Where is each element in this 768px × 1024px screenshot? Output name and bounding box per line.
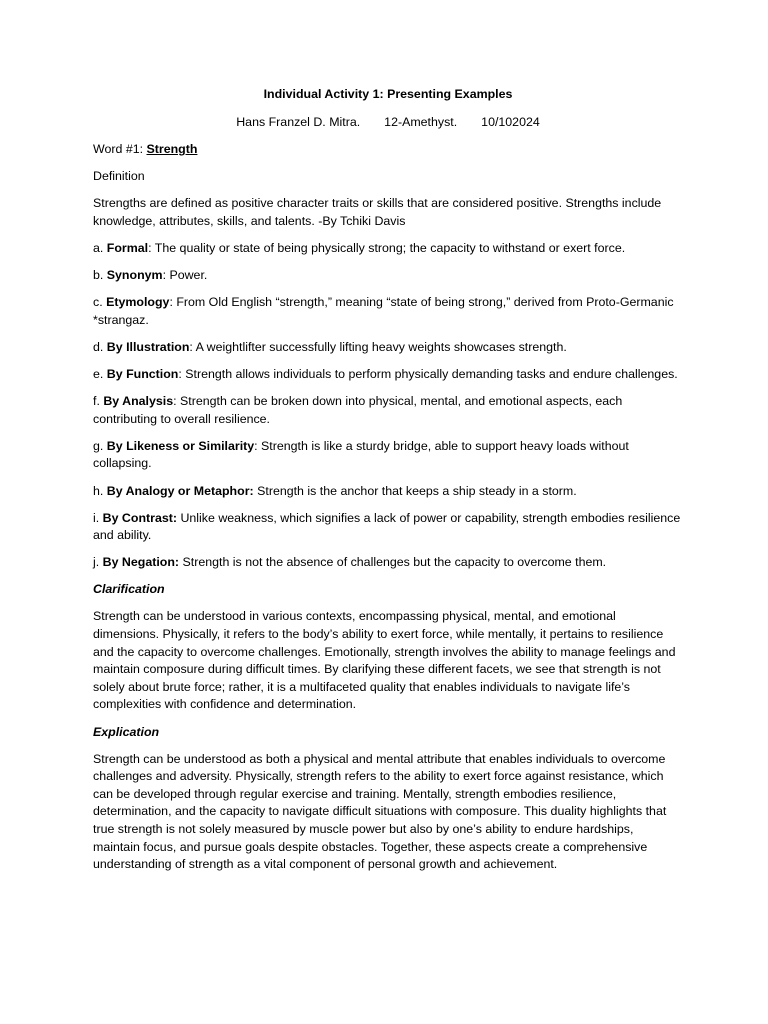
item-separator: :	[189, 339, 196, 354]
item-term: By Negation:	[102, 555, 180, 570]
item-term: Etymology	[106, 295, 170, 310]
item-separator: :	[148, 241, 155, 256]
item-separator: :	[162, 268, 170, 283]
word-value: Strength	[146, 142, 198, 157]
item-separator: :	[254, 438, 262, 453]
item-text: Strength can be broken down into physical, mental, and emotional aspects, each contributing to overall resilience.	[93, 394, 623, 426]
item-term: By Illustration	[106, 339, 190, 354]
item-text: A weightlifter successfully lifting heavy weights showcases strength.	[195, 339, 567, 354]
item-letter: d.	[93, 339, 107, 354]
list-item	[93, 483, 683, 501]
class-section: 12-Amethyst.	[384, 114, 458, 129]
item-term: By Contrast:	[102, 510, 177, 525]
item-term: By Function	[106, 367, 179, 382]
document-title: Individual Activity 1: Presenting Examples	[263, 87, 513, 101]
list-item	[93, 339, 683, 357]
item-separator: :	[178, 367, 186, 382]
word-line	[93, 141, 683, 159]
list-item	[93, 267, 683, 285]
item-text: Strength is not the absence of challenges but the capacity to overcome them.	[182, 555, 607, 570]
definition-text: Strengths are defined as positive character traits or skills that are considered positive. Strengths include knowledge, attributes, skills, and talents. -By Tchiki Davis	[93, 196, 662, 228]
item-letter: b.	[93, 268, 107, 283]
item-term: Formal	[106, 241, 149, 256]
item-letter: i.	[93, 510, 103, 525]
item-letter: f.	[93, 394, 104, 409]
clarification-heading: Clarification	[93, 582, 165, 597]
word-prefix: Word #1:	[93, 142, 147, 157]
item-text: Strength is the anchor that keeps a ship steady in a storm.	[257, 483, 577, 498]
explication-heading: Explication	[93, 724, 160, 739]
item-text: From Old English “strength,” meaning “state of being strong,” derived from Proto-Germanic *strangaz.	[93, 295, 674, 327]
item-separator: :	[169, 295, 177, 310]
item-text: Strength allows individuals to perform physically demanding tasks and endure challenges.	[185, 367, 678, 382]
item-term: By Analogy or Metaphor:	[106, 483, 254, 498]
item-term: Synonym	[106, 268, 163, 283]
explication-text: Strength can be understood as both a physical and mental attribute that enables individuals to overcome challenges and adversity. Physically, strength refers to the ability to exert force against resistance, which can be developed through regular exercise and training. Mentally, strength embodies resilience, determination, and the capacity to navigate difficult situations with composure. This duality highlights that true strength is not solely measured by muscle power but also by one’s ability to endure hardships, maintain focus, and pursue goals despite obstacles. Together, these aspects create a comprehensive understanding of strength as a vital component of personal growth and achievement.	[93, 751, 667, 872]
item-term: By Likeness or Similarity	[106, 438, 255, 453]
list-item	[93, 366, 683, 384]
item-text: Unlike weakness, which signifies a lack of power or capability, strength embodies resilience and ability.	[93, 510, 681, 543]
document-date: 10/102024	[481, 114, 540, 129]
item-text: The quality or state of being physically strong; the capacity to withstand or exert force.	[154, 241, 626, 256]
author-line	[93, 114, 683, 132]
list-item	[93, 554, 683, 572]
item-term: By Analysis	[103, 394, 174, 409]
item-letter: e.	[93, 367, 107, 382]
list-item	[93, 393, 683, 428]
author-name: Hans Franzel D. Mitra.	[236, 114, 361, 129]
item-letter: h.	[93, 483, 107, 498]
item-letter: c.	[93, 295, 107, 310]
document-body	[93, 86, 683, 883]
item-text: Strength is like a sturdy bridge, able to support heavy loads without collapsing.	[93, 438, 629, 471]
item-letter: a.	[93, 241, 107, 256]
definition-heading: Definition	[93, 169, 145, 184]
clarification-text: Strength can be understood in various contexts, encompassing physical, mental, and emotional dimensions. Physically, it refers to the body’s ability to exert force, while mentally, it pertains to resilience and the capacity to overcome challenges. Emotionally, strength involves the ability to manage feelings and maintain composure during difficult times. By clarifying these different facets, we see that strength is not solely about brute force; rather, it is a multifaceted quality that enables individuals to navigate life’s complexities with confidence and determination.	[93, 609, 676, 712]
list-item	[93, 438, 683, 473]
list-item	[93, 240, 683, 258]
item-text: Power.	[169, 268, 208, 283]
item-separator: :	[173, 394, 181, 409]
item-letter: g.	[93, 438, 107, 453]
list-item	[93, 294, 683, 329]
list-item	[93, 510, 683, 545]
item-letter: j.	[93, 555, 103, 570]
